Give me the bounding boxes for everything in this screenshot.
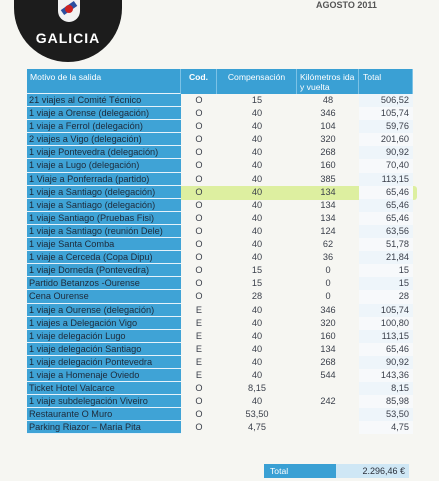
cell-compensacion: 40: [251, 173, 263, 184]
cell-motivo: 1 Viaje a Ponferrada (partido): [27, 173, 181, 186]
table-row: [27, 120, 413, 133]
cell-km: 268: [320, 356, 336, 367]
cell-total: 105,74: [359, 304, 413, 317]
cell-km: [297, 421, 359, 434]
cell-cod: O: [195, 239, 203, 250]
table-row: [27, 317, 413, 330]
cell-cod: E: [195, 369, 203, 380]
table-row: [27, 146, 413, 159]
cell-motivo: 1 viaje a Santiago (reunión Dele): [27, 225, 181, 238]
cell-cod: O: [195, 199, 203, 210]
table-row: [27, 369, 413, 382]
cell-cod: O: [195, 291, 203, 302]
expense-table: [27, 69, 413, 434]
cell-motivo: 1 viaje delegación Pontevedra: [27, 356, 181, 369]
cell-motivo: 1 viaje a Ferrol (delegación): [27, 120, 181, 133]
table-row: [27, 277, 413, 290]
cell-km: 0: [325, 278, 331, 289]
cell-motivo: 2 viajes a Vigo (delegación): [27, 133, 181, 146]
cell-motivo: 1 viaje delegación Santiago: [27, 343, 181, 356]
cell-cod: O: [195, 265, 203, 276]
cell-compensacion: 40: [251, 356, 263, 367]
cell-total: 113,15: [359, 330, 413, 343]
cell-cod: O: [195, 160, 203, 171]
cell-motivo: 1 viaje a Santiago (delegación): [27, 199, 181, 212]
cell-km: 544: [320, 369, 336, 380]
cell-cod: O: [195, 422, 203, 433]
grand-total: [264, 464, 409, 478]
cell-total: 506,52: [359, 94, 413, 107]
cell-motivo: 1 viaje a Orense (delegación): [27, 107, 181, 120]
column-header-total: Total: [359, 69, 413, 94]
cell-total: 65,46: [359, 212, 413, 225]
cell-km: 36: [322, 252, 334, 263]
cell-compensacion: 4,75: [248, 422, 266, 433]
cell-km: 62: [322, 239, 334, 250]
cell-compensacion: 53,50: [245, 409, 269, 420]
cell-motivo: Parking Riazor – Maria Pita: [27, 421, 181, 434]
table-row: [27, 290, 413, 303]
column-header-km: Kilómetros ida y vuelta: [297, 69, 359, 94]
cell-km: [297, 382, 359, 395]
cell-motivo: 1 viaje Santa Comba: [27, 238, 181, 251]
column-header-compensacion: Compensación: [217, 69, 297, 94]
cell-km: 242: [320, 396, 336, 407]
cell-motivo: 1 viaje Dorneda (Pontevedra): [27, 264, 181, 277]
cell-total: 90,92: [359, 356, 413, 369]
cell-total: 15: [359, 277, 413, 290]
cell-compensacion: 15: [251, 265, 263, 276]
cell-total: 28: [359, 290, 413, 303]
cell-motivo: 1 viaje Pontevedra (delegación): [27, 146, 181, 159]
table-row: [27, 173, 413, 186]
cell-cod: E: [195, 317, 203, 328]
cell-compensacion: 40: [251, 317, 263, 328]
cell-compensacion: 40: [251, 199, 263, 210]
cell-km: 160: [320, 160, 336, 171]
column-header-cod: Cod.: [181, 69, 217, 94]
cell-km: 268: [320, 147, 336, 158]
cell-km: 346: [320, 304, 336, 315]
cell-compensacion: 40: [251, 121, 263, 132]
cell-km: 134: [320, 343, 336, 354]
cell-cod: O: [195, 278, 203, 289]
cell-total: 85,98: [359, 395, 413, 408]
column-header-motivo: Motivo de la salida: [27, 69, 181, 94]
table-row: [27, 421, 413, 434]
table-row: [27, 212, 413, 225]
cell-total: 65,46: [359, 186, 413, 199]
cell-motivo: 1 viaje delegación Lugo: [27, 330, 181, 343]
cell-km: 104: [320, 121, 336, 132]
cell-motivo: 1 viaje Santiago (Pruebas Fisi): [27, 212, 181, 225]
cell-motivo: 1 viaje a Ourense (delegación): [27, 304, 181, 317]
galicia-logo: [14, 0, 122, 62]
cell-motivo: 1 viaje a Cerceda (Copa Dipu): [27, 251, 181, 264]
cell-km: 320: [320, 317, 336, 328]
table-row: [27, 159, 413, 172]
cell-cod: O: [195, 252, 203, 263]
table-body: [27, 94, 413, 434]
cell-cod: O: [195, 383, 203, 394]
table-row: [27, 238, 413, 251]
cell-km: 134: [320, 186, 336, 197]
table-row: [27, 186, 413, 199]
table-row: [27, 343, 413, 356]
cell-total: 100,80: [359, 317, 413, 330]
table-row: [27, 408, 413, 421]
table-row: [27, 133, 413, 146]
report-month: AGOSTO 2011: [316, 0, 377, 10]
cell-cod: O: [195, 108, 203, 119]
cell-compensacion: 8,15: [248, 383, 266, 394]
cell-cod: O: [195, 396, 203, 407]
table-row: [27, 199, 413, 212]
cell-compensacion: 40: [251, 212, 263, 223]
cell-total: 21,84: [359, 251, 413, 264]
cell-km: 0: [325, 265, 331, 276]
cell-km: 124: [320, 225, 336, 236]
table-header: [27, 69, 413, 94]
table-row: [27, 94, 413, 107]
cell-km: 385: [320, 173, 336, 184]
cell-km: 320: [320, 134, 336, 145]
cell-compensacion: 40: [251, 134, 263, 145]
cell-total: 15: [359, 264, 413, 277]
cell-total: 65,46: [359, 199, 413, 212]
cell-km: 346: [320, 108, 336, 119]
table-row: [27, 107, 413, 120]
cell-km: 0: [325, 291, 331, 302]
cell-total: 143,36: [359, 369, 413, 382]
table-row: [27, 356, 413, 369]
cell-compensacion: 40: [251, 147, 263, 158]
table-row: [27, 225, 413, 238]
cell-motivo: 1 viaje a Lugo (delegación): [27, 159, 181, 172]
cell-motivo: 1 viaje subdelegación Viveiro: [27, 395, 181, 408]
total-label: Total: [264, 464, 336, 478]
cell-total: 59,76: [359, 120, 413, 133]
cell-compensacion: 40: [251, 160, 263, 171]
cell-total: 63,56: [359, 225, 413, 238]
cell-motivo: 1 viaje a Santiago (delegación): [27, 186, 181, 199]
cell-cod: O: [195, 121, 203, 132]
cell-compensacion: 40: [251, 343, 263, 354]
cell-km: 134: [320, 212, 336, 223]
cell-total: 4,75: [359, 421, 413, 434]
table-row: [27, 330, 413, 343]
cell-km: [297, 408, 359, 421]
cell-km: 160: [320, 330, 336, 341]
cell-cod: O: [195, 409, 203, 420]
cell-motivo: Restaurante O Muro: [27, 408, 181, 421]
cell-motivo: Partido Betanzos -Ourense: [27, 277, 181, 290]
cell-compensacion: 28: [251, 291, 263, 302]
cell-cod: E: [195, 356, 203, 367]
cell-motivo: 1 viaje a Homenaje Oviedo: [27, 369, 181, 382]
cell-compensacion: 40: [251, 304, 263, 315]
cell-cod: O: [195, 95, 203, 105]
cell-cod: E: [195, 304, 203, 315]
table-row: [27, 251, 413, 264]
cell-total: 70,40: [359, 159, 413, 172]
cell-cod: O: [195, 212, 203, 223]
table-row: [27, 382, 413, 395]
table-row: [27, 264, 413, 277]
cell-total: 113,15: [359, 173, 413, 186]
cell-motivo: 21 viajes al Comité Técnico: [27, 94, 181, 107]
cell-cod: O: [195, 225, 203, 236]
cell-total: 90,92: [359, 146, 413, 159]
cell-cod: E: [195, 330, 203, 341]
cell-compensacion: 40: [251, 108, 263, 119]
cell-total: 65,46: [359, 343, 413, 356]
cell-cod: O: [195, 134, 203, 145]
shield-icon: [58, 0, 80, 22]
logo-text: GALICIA: [35, 30, 101, 46]
cell-motivo: Cena Ourense: [27, 290, 181, 303]
cell-cod: E: [195, 343, 203, 354]
cell-cod: O: [195, 173, 203, 184]
cell-compensacion: 40: [251, 252, 263, 263]
cell-km: 48: [322, 95, 334, 105]
cell-total: 105,74: [359, 107, 413, 120]
cell-compensacion: 40: [251, 369, 263, 380]
cell-cod: O: [195, 186, 203, 197]
cell-cod: O: [195, 147, 203, 158]
cell-motivo: Ticket Hotel Valcarce: [27, 382, 181, 395]
total-value: 2.296,46 €: [336, 464, 409, 478]
cell-compensacion: 15: [251, 95, 263, 105]
cell-compensacion: 40: [251, 396, 263, 407]
cell-compensacion: 40: [251, 239, 263, 250]
cell-motivo: 1 viajes a Delegación Vigo: [27, 317, 181, 330]
cell-km: 134: [320, 199, 336, 210]
table-row: [27, 304, 413, 317]
cell-compensacion: 15: [251, 278, 263, 289]
cell-compensacion: 40: [251, 225, 263, 236]
table-row: [27, 395, 413, 408]
cell-total: 8,15: [359, 382, 413, 395]
cell-compensacion: 40: [251, 186, 263, 197]
cell-total: 201,60: [359, 133, 413, 146]
cell-total: 53,50: [359, 408, 413, 421]
cell-compensacion: 40: [251, 330, 263, 341]
cell-total: 51,78: [359, 238, 413, 251]
